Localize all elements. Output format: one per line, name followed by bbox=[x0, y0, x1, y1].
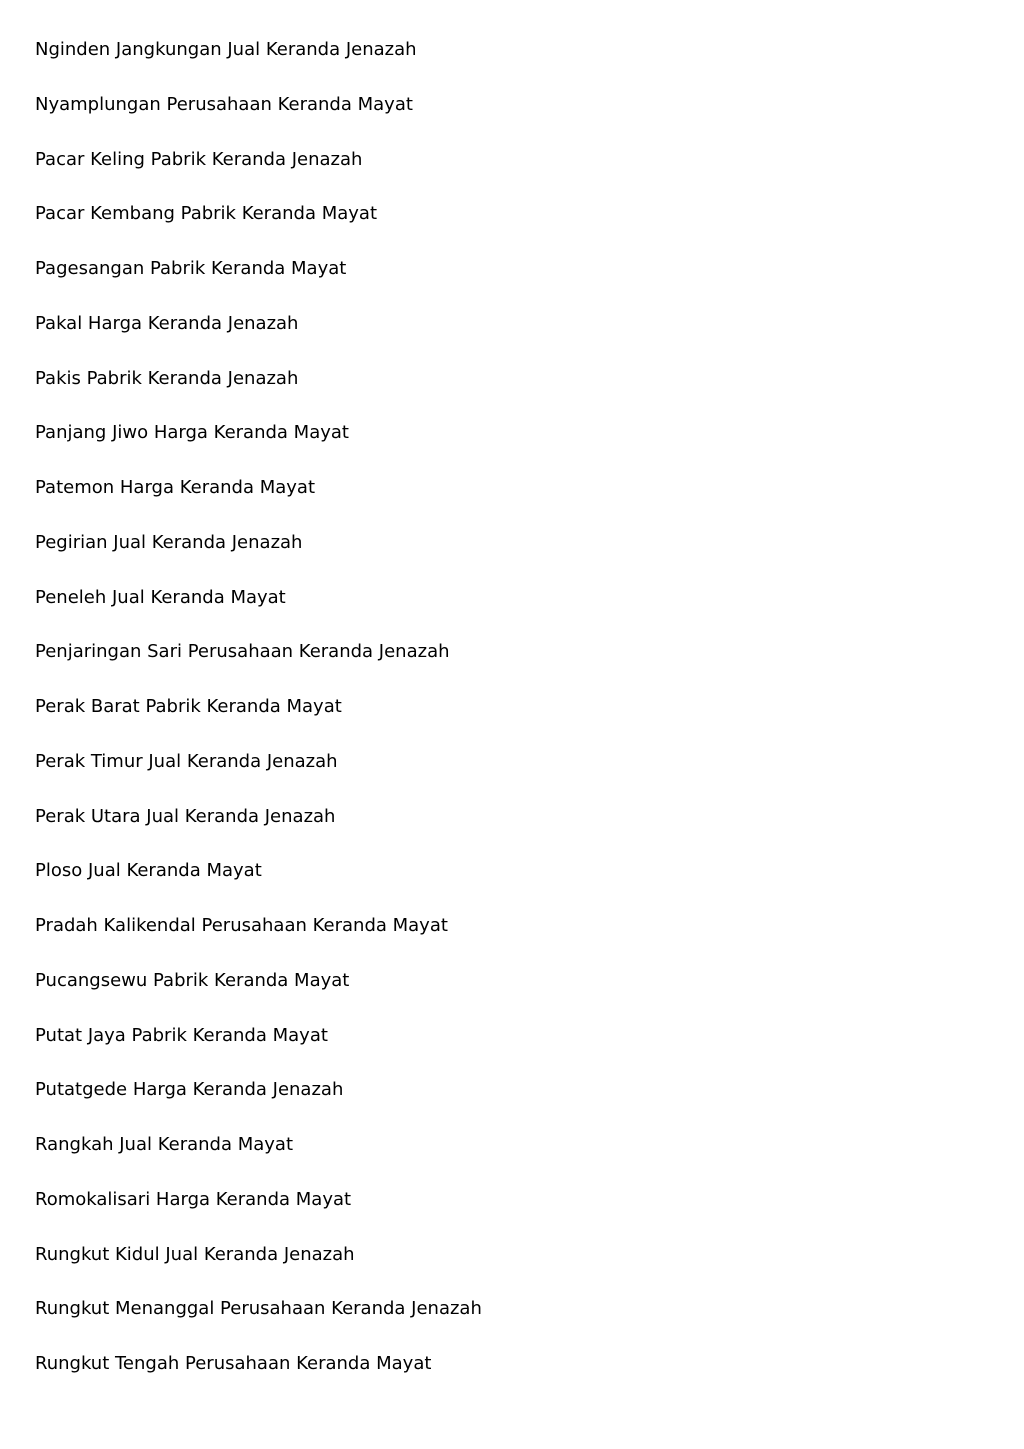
list-item: Nginden Jangkungan Jual Keranda Jenazah bbox=[35, 39, 417, 60]
list-item: Perak Barat Pabrik Keranda Mayat bbox=[35, 696, 342, 717]
list-item: Panjang Jiwo Harga Keranda Mayat bbox=[35, 422, 349, 444]
text-list bbox=[35, 36, 975, 1405]
list-item: Pradah Kalikendal Perusahaan Keranda Mayat bbox=[35, 915, 448, 936]
list-item: Perak Timur Jual Keranda Jenazah bbox=[35, 750, 338, 772]
list-item: Pakis Pabrik Keranda Jenazah bbox=[35, 367, 299, 389]
list-item: Pegirian Jual Keranda Jenazah bbox=[35, 531, 303, 553]
list-item: Ploso Jual Keranda Mayat bbox=[35, 860, 262, 882]
list-item: Romokalisari Harga Keranda Mayat bbox=[35, 1188, 352, 1210]
list-item: Rungkut Kidul Jual Keranda Jenazah bbox=[35, 1243, 355, 1265]
list-item: Putat Jaya Pabrik Keranda Mayat bbox=[35, 1024, 328, 1046]
list-item: Peneleh Jual Keranda Mayat bbox=[35, 586, 286, 608]
list-item: Pucangsewu Pabrik Keranda Mayat bbox=[35, 969, 350, 991]
list-item: Rungkut Menanggal Perusahaan Keranda Jenazah bbox=[35, 1298, 482, 1320]
list-item: Pakal Harga Keranda Jenazah bbox=[35, 312, 299, 334]
list-item: Penjaringan Sari Perusahaan Keranda Jenazah bbox=[35, 641, 450, 663]
list-item: Patemon Harga Keranda Mayat bbox=[35, 477, 316, 498]
list-item: Pacar Keling Pabrik Keranda Jenazah bbox=[35, 148, 363, 170]
list-item: Rungkut Tengah Perusahaan Keranda Mayat bbox=[35, 1353, 432, 1374]
list-item: Putatgede Harga Keranda Jenazah bbox=[35, 1079, 344, 1101]
list-item: Pagesangan Pabrik Keranda Mayat bbox=[35, 258, 347, 279]
list-item: Rangkah Jual Keranda Mayat bbox=[35, 1134, 294, 1155]
list-item: Pacar Kembang Pabrik Keranda Mayat bbox=[35, 203, 377, 225]
list-item: Nyamplungan Perusahaan Keranda Mayat bbox=[35, 93, 413, 115]
list-item: Perak Utara Jual Keranda Jenazah bbox=[35, 805, 336, 827]
